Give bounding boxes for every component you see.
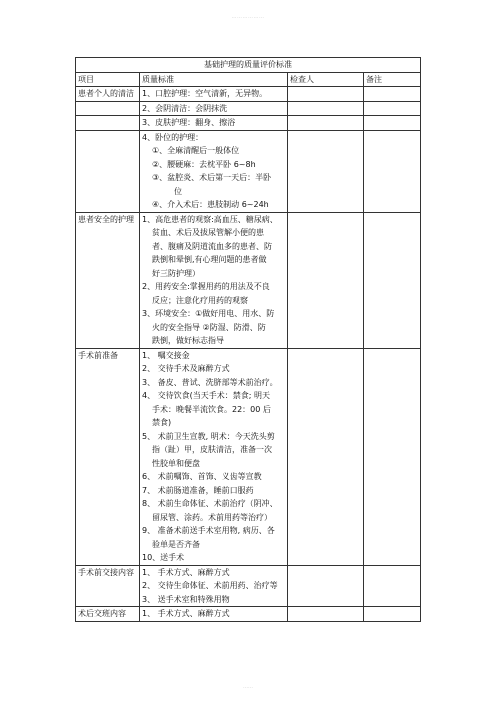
table-row [76, 130, 421, 212]
table-row [76, 87, 421, 102]
standard-line: 手术：晚餐半流饮食。22：00 后 [152, 404, 271, 414]
standard-line: 留尿管、涂药。术前用药等治疗） [152, 512, 272, 522]
standard-line: 3、环境安全：①做好用电、用水、防 [142, 309, 275, 318]
row-remarks-cell [364, 87, 421, 102]
page-header-mark: ……………… [231, 14, 265, 20]
row-inspector-cell [288, 101, 364, 116]
standard-line: 2、用药安全:掌握用药的用法及不良 [142, 282, 270, 291]
row-standard-cell [140, 565, 288, 607]
title-row [76, 58, 421, 73]
row-inspector-cell [288, 607, 364, 622]
row-remarks-cell [364, 348, 421, 565]
row-standard-cell [140, 116, 288, 131]
row-remarks-cell [364, 116, 421, 131]
row-remarks-cell [364, 130, 421, 212]
table-row [76, 565, 421, 607]
header-standard: 质量标准 [140, 72, 288, 87]
row-remarks-cell [364, 101, 421, 116]
table-row [76, 348, 421, 565]
row-standard-cell [140, 101, 288, 116]
row-inspector-cell [288, 348, 364, 565]
row-item-cell: 手术前准备 [76, 348, 140, 565]
standard-line: 2、会阴清洁：会阴抹洗 [142, 103, 228, 113]
standard-line: 7、 术前肠道准备，睡前口服药 [142, 485, 254, 495]
row-standard-cell [140, 87, 288, 102]
table-row [76, 607, 421, 622]
row-item-cell [76, 116, 140, 131]
row-item-cell [76, 101, 140, 116]
standard-line: 4、卧位的护理： [142, 132, 204, 142]
standard-line: 1、 手术方式、麻醉方式 [142, 609, 230, 618]
table-row [76, 212, 421, 348]
row-inspector-cell [288, 565, 364, 607]
standard-line: 6、 术前嘱饰、首饰、义齿等宣教 [142, 472, 262, 481]
standard-line: 禁食) [152, 418, 172, 427]
standard-line: 反应；注意化疗用药的观察 [152, 295, 248, 305]
standard-line: 1、高危患者的观察:高血压、糖尿病、 [142, 214, 278, 224]
row-inspector-cell [288, 212, 364, 348]
standard-line: 8、 术前生命体征、术前治疗（阴冲、 [142, 499, 278, 508]
row-item-cell [76, 130, 140, 212]
standard-line: 贫血、术后及拔尿管解小便的患 [152, 228, 264, 237]
standard-line: 性胶单和便盘 [152, 458, 200, 468]
standard-line: ④、介入术后：患肢制动 6~24h [152, 200, 269, 209]
standard-line: ①、全麻清醒后一般体位 [152, 146, 240, 155]
table-title: 基础护理的质量评价标准 [76, 58, 421, 73]
standard-line: 5、 术前卫生宣教, 明术：今天洗头剪 [142, 431, 275, 441]
row-standard-cell [140, 348, 288, 565]
header-item: 项目 [76, 72, 140, 87]
header-inspector: 检查人 [288, 72, 364, 87]
row-remarks-cell [364, 212, 421, 348]
header-row [76, 72, 421, 87]
row-item-cell: 患者个人的清洁 [76, 87, 140, 102]
standard-line: 者、腹痛及阴道流血多的患者、防 [152, 241, 272, 251]
standard-line: 3、 备皮、普试、洗脐部等术前治疗。 [142, 377, 278, 387]
row-item-cell: 手术前交接内容 [76, 565, 140, 607]
row-inspector-cell [288, 116, 364, 131]
page-footer-mark: …… [243, 684, 253, 690]
row-inspector-cell [288, 87, 364, 102]
standard-line: 3、 送手术室和特殊用物 [142, 594, 230, 604]
standard-line: ③、盆腔炎、术后第一天后：半卧 [152, 173, 272, 182]
table-row [76, 116, 421, 131]
standard-line: 火的安全指导 ②防湿、防滑、防 [152, 322, 266, 332]
row-item-cell: 术后交班内容 [76, 607, 140, 622]
quality-standard-table [75, 57, 421, 622]
standard-line: 1、口腔护理：空气清新，无异物。 [142, 89, 268, 98]
row-remarks-cell [364, 565, 421, 607]
standard-line: 4、 交待饮食(当天手术：禁食; 明天 [142, 391, 270, 400]
table-row [76, 101, 421, 116]
standard-line: 位 [174, 186, 182, 196]
standard-line: 跌倒，做好标志指导 [152, 336, 224, 345]
standard-line: 3、皮肤护理：翻身、擦浴 [142, 118, 236, 127]
standard-line: 10、送手术 [142, 553, 185, 562]
standard-line: 2、 交待手术及麻醉方式 [142, 364, 230, 373]
standard-line: 2、 交待生命体征、术前用药、治疗等 [142, 581, 278, 590]
row-standard-cell [140, 212, 288, 348]
row-standard-cell [140, 607, 288, 622]
row-standard-cell [140, 130, 288, 212]
standard-line: 跌倒和晕倒,有心理问题的患者做 [152, 255, 267, 264]
standard-line: 验单是否齐备 [152, 539, 200, 549]
standard-line: 9、 准备术前送手术室用物, 病历、各 [142, 526, 275, 535]
standard-line: 好三防护理） [152, 268, 200, 278]
header-remarks: 备注 [364, 72, 421, 87]
standard-line: 指（趾）甲，皮肤清洁，准备一次 [152, 445, 272, 454]
row-item-cell: 患者安全的护理 [76, 212, 140, 348]
row-remarks-cell [364, 607, 421, 622]
standard-line: ②、腰硬麻：去枕平卧 6~8h [152, 159, 256, 169]
standard-line: 1、 手术方式、麻醉方式 [142, 567, 230, 577]
standard-line: 1、 嘱交接金 [142, 350, 190, 360]
row-inspector-cell [288, 130, 364, 212]
